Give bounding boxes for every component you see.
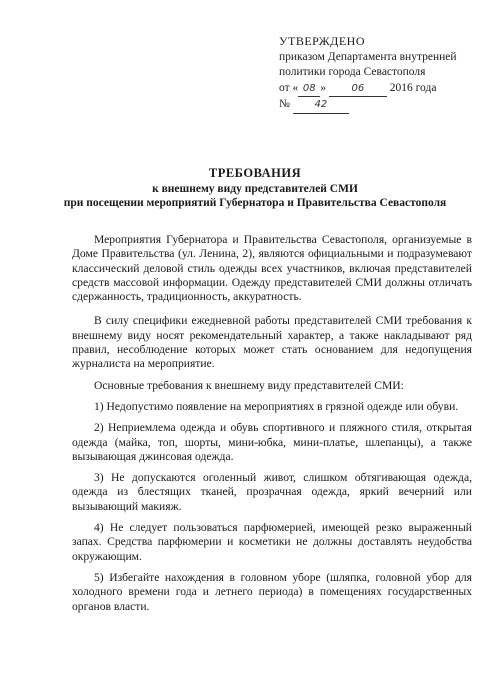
document-subtitle-1: к внешнему виду представителей СМИ bbox=[152, 183, 358, 195]
requirement-item-3: 3) Не допускаются оголенный живот, слишком обтягивающая одежда, одежда из блестящих тканей, прозрачная одежда, яркий вечерний или вызывающий макияж. bbox=[72, 471, 472, 513]
paragraph-requirements-heading: Основные требования к внешнему виду представителей СМИ: bbox=[94, 378, 404, 392]
requirement-item-5: 5) Избегайте нахождения в головном уборе (шляпка, головной убор для холодного времени года и летнего периода) в помещениях государственных органов власти. bbox=[72, 570, 472, 613]
requirement-item-4: 4) Не следует пользоваться парфюмерией, имеющей резко выраженный запах. Средства парфюмерии и косметики не должны доставлять неудобства окружающим. bbox=[72, 521, 472, 563]
number-prefix: № bbox=[279, 98, 290, 110]
approval-stamp bbox=[279, 34, 479, 114]
approval-date bbox=[279, 81, 479, 98]
date-prefix: от « bbox=[279, 81, 299, 94]
date-mid: » bbox=[320, 81, 326, 94]
document-body bbox=[72, 233, 472, 621]
document-title: ТРЕБОВАНИЯ bbox=[208, 166, 302, 180]
number-value: 42 bbox=[293, 97, 349, 114]
requirement-item-2: 2) Неприемлема одежда и обувь спортивного и пляжного стиля, открытая одежда (майка, топ, шорты, мини-юбка, мини-платье, шлепанцы), а также вызывающая джинсовая одежда. bbox=[72, 421, 472, 463]
date-day: 08 bbox=[298, 81, 320, 98]
date-year: 2016 года bbox=[389, 81, 437, 94]
paragraph-specifics: В силу специфики ежедневной работы представителей СМИ требования к внешнему виду носят рекомендательный характер, а также накладывают ряд правил, несоблюдение которых может стать основанием для недопущения журналиста на мероприятие. bbox=[72, 314, 472, 371]
paragraph-intro: Мероприятия Губернатора и Правительства Севастополя, организуемые в Доме Правительства (ул. Ленина, 2), являются официальными и подразумевают классический деловой стиль одежды всех участников, включая представителей средств массовой информации. Одежду представителей СМИ должны отличать сдержанность, традиционность, аккуратность. bbox=[72, 233, 472, 304]
requirement-item-1: 1) Недопустимо появление на мероприятиях в грязной одежде или обуви. bbox=[94, 399, 459, 413]
approval-line-department: политики города Севастополя bbox=[279, 66, 426, 78]
approval-line-order: приказом Департамента внутренней bbox=[279, 50, 457, 63]
approval-number bbox=[279, 97, 479, 114]
document-subtitle-2: при посещении мероприятий Губернатора и Правительства Севастополя bbox=[63, 197, 447, 209]
approval-heading: УТВЕРЖДЕНО bbox=[279, 34, 366, 48]
date-month: 06 bbox=[329, 81, 387, 98]
